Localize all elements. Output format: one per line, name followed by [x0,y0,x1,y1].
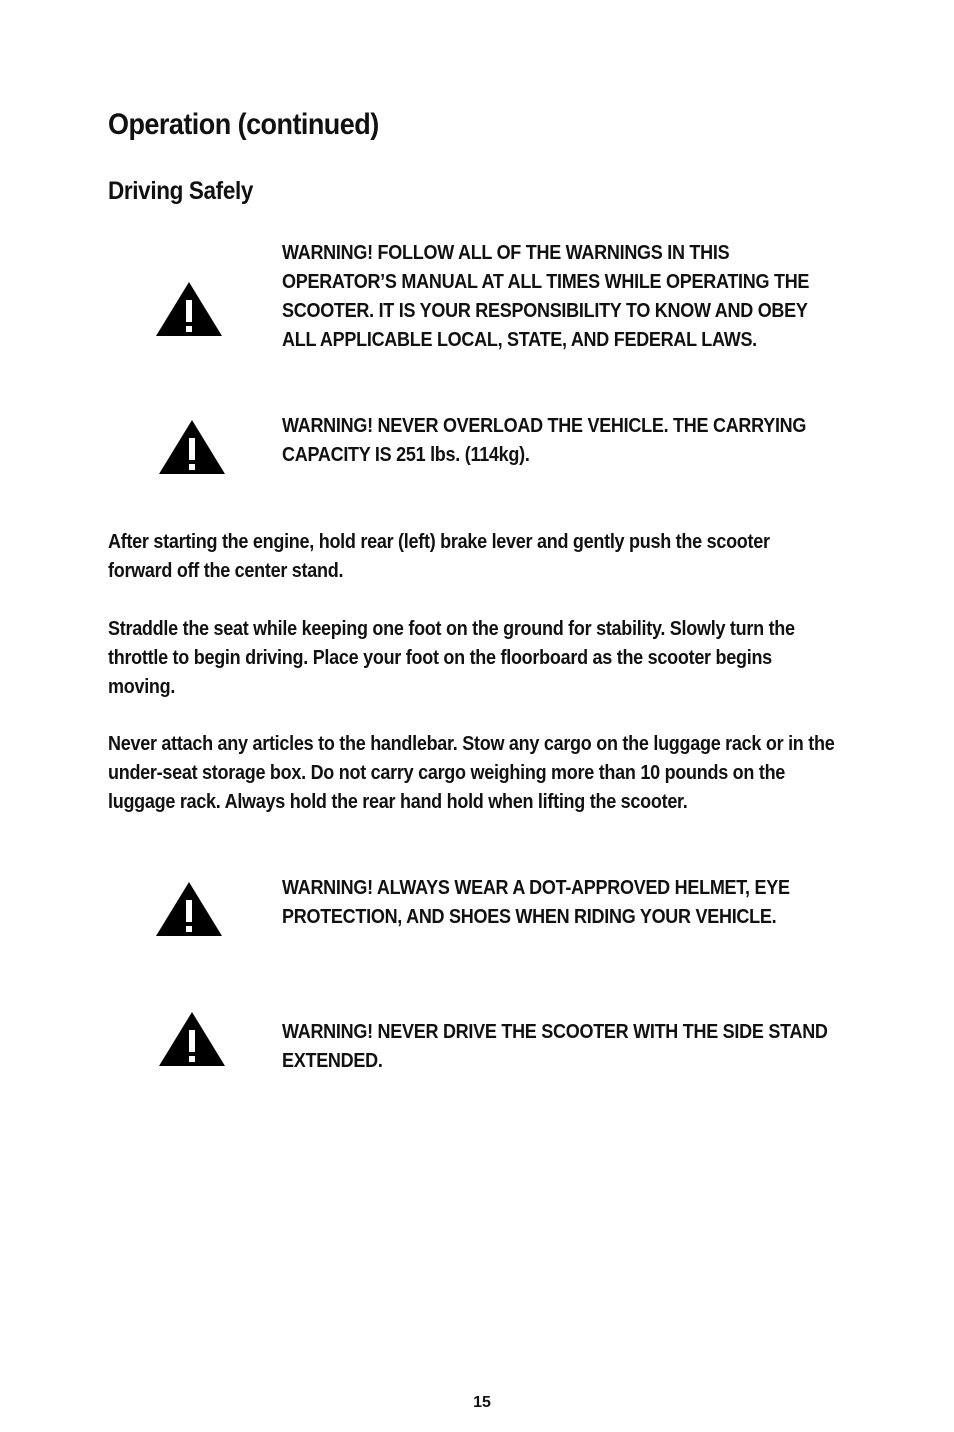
warning-text: WARNING! NEVER DRIVE THE SCOOTER WITH THE SIDE STAND EXTENDED. [282,1021,828,1072]
body-paragraph: Straddle the seat while keeping one foot on the ground for stability. Slowly turn the throttle to begin driving. Place your foot on the floorboard as the scooter begins moving. [108,618,795,698]
warning-triangle-icon [157,418,227,476]
body-paragraph: After starting the engine, hold rear (left) brake lever and gently push the scooter forward off the center stand. [108,531,770,582]
warning-triangle-icon [154,880,224,938]
body-paragraph: Never attach any articles to the handlebar. Stow any cargo on the luggage rack or in the under-seat storage box. Do not carry cargo weighing more than 10 pounds on the luggage rack. Always hold the rear hand hold when lifting the scooter. [108,733,835,813]
warning-triangle-icon [154,280,224,338]
section-title: Driving Safely [108,177,254,205]
page-number: 15 [473,1394,491,1411]
warning-text: WARNING! FOLLOW ALL OF THE WARNINGS IN THIS OPERATOR’S MANUAL AT ALL TIMES WHILE OPERATING THE SCOOTER. IT IS YOUR RESPONSIBILITY TO KNOW AND OBEY ALL APPLICABLE LOCAL, STATE, AND FEDERAL LAWS. [282,242,810,351]
page-title: Operation (continued) [108,108,379,141]
warning-text: WARNING! ALWAYS WEAR A DOT-APPROVED HELMET, EYE PROTECTION, AND SHOES WHEN RIDING YOUR VEHICLE. [282,877,790,928]
warning-triangle-icon [157,1010,227,1068]
warning-text: WARNING! NEVER OVERLOAD THE VEHICLE. THE CARRYING CAPACITY IS 251 lbs. (114kg). [282,415,807,466]
